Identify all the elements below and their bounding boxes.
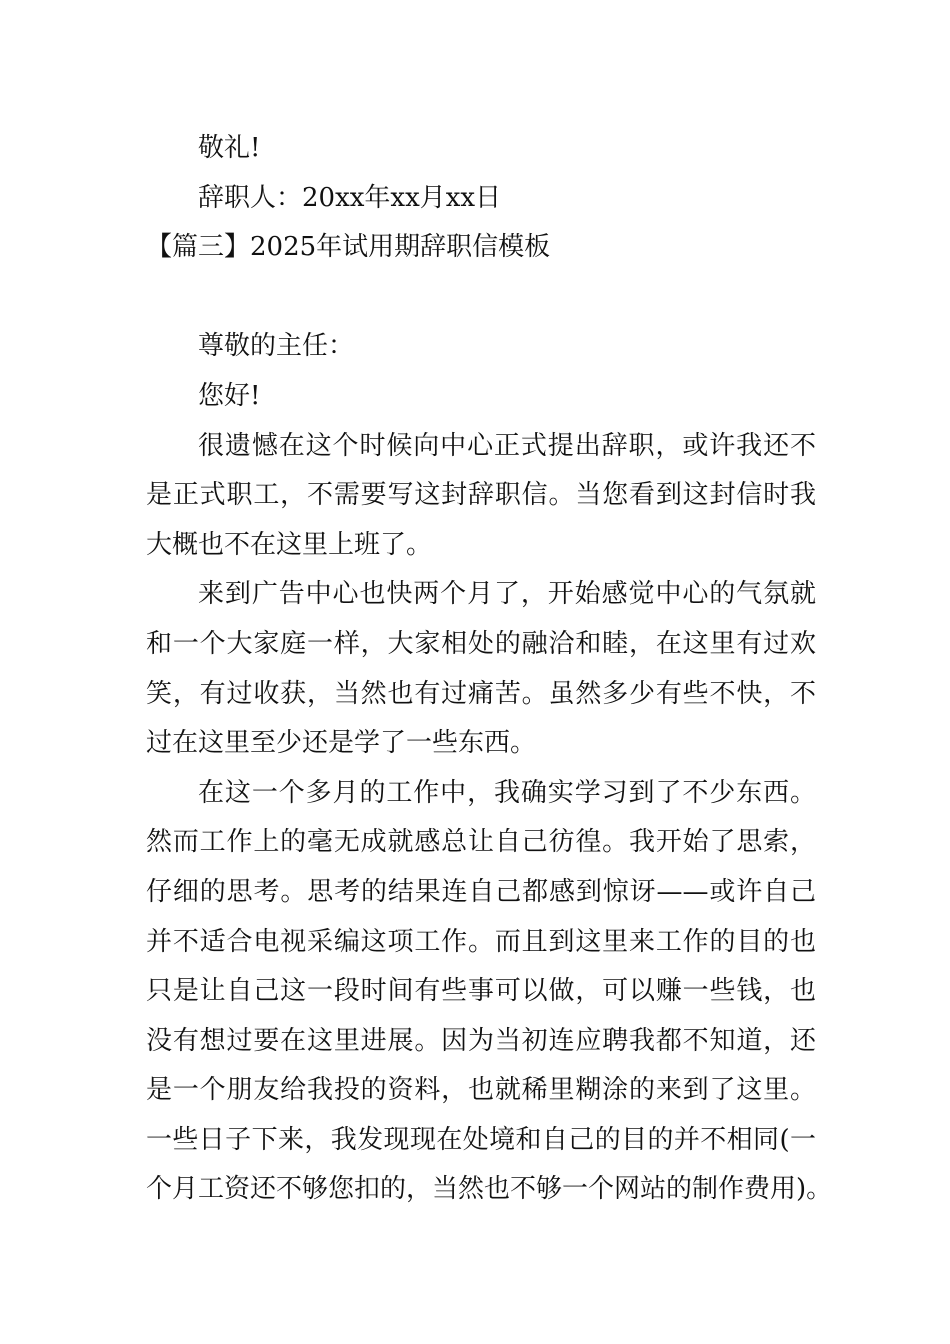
closing-salute: 敬礼! <box>198 133 261 163</box>
paragraph-line: 来到广告中心也快两个月了，开始感觉中心的气氛就 <box>198 579 816 610</box>
paragraph-line: 很遗憾在这个时候向中心正式提出辞职，或许我还不 <box>198 430 816 461</box>
paragraph-line: 个月工资还不够您扣的，当然也不够一个网站的制作费用)。 <box>146 1174 833 1205</box>
paragraph-line: 笑，有过收获，当然也有过痛苦。虽然多少有些不快，不 <box>146 678 816 709</box>
paragraph-line: 过在这里至少还是学了一些东西。 <box>146 728 537 759</box>
paragraph-2 <box>146 570 816 768</box>
paragraph-line: 在这一个多月的工作中，我确实学习到了不少东西。 <box>198 777 816 808</box>
paragraph-line: 并不适合电视采编这项工作。而且到这里来工作的目的也 <box>146 926 816 957</box>
paragraph-line: 是一个朋友给我投的资料，也就稀里糊涂的来到了这里。 <box>146 1075 816 1106</box>
paragraph-line: 然而工作上的毫无成就感总让自己彷徨。我开始了思索， <box>146 827 816 858</box>
paragraph-3 <box>146 769 833 1215</box>
blank-line <box>146 273 816 323</box>
document-body <box>146 124 833 1215</box>
paragraph-line: 只是让自己这一段时间有些事可以做，可以赚一些钱，也 <box>146 976 816 1007</box>
letter-greeting: 尊敬的主任： <box>198 331 355 362</box>
paragraph-line: 是正式职工，不需要写这封辞职信。当您看到这封信时我 <box>146 480 816 511</box>
section-heading: 【篇三】2025年试用期辞职信模板 <box>146 232 551 263</box>
letter-hello: 您好! <box>198 380 261 411</box>
paragraph-line: 和一个大家庭一样，大家相处的融洽和睦，在这里有过欢 <box>146 628 816 659</box>
paragraph-line: 仔细的思考。思考的结果连自己都感到惊讶——或许自己 <box>146 876 816 907</box>
signature-line: 辞职人：20xx年xx月xx日 <box>198 182 502 213</box>
paragraph-line: 没有想过要在这里进展。因为当初连应聘我都不知道，还 <box>146 1025 816 1056</box>
paragraph-line: 一些日子下来，我发现现在处境和自己的目的并不相同(一 <box>146 1124 816 1155</box>
paragraph-1 <box>146 422 816 571</box>
paragraph-line: 大概也不在这里上班了。 <box>146 529 433 560</box>
